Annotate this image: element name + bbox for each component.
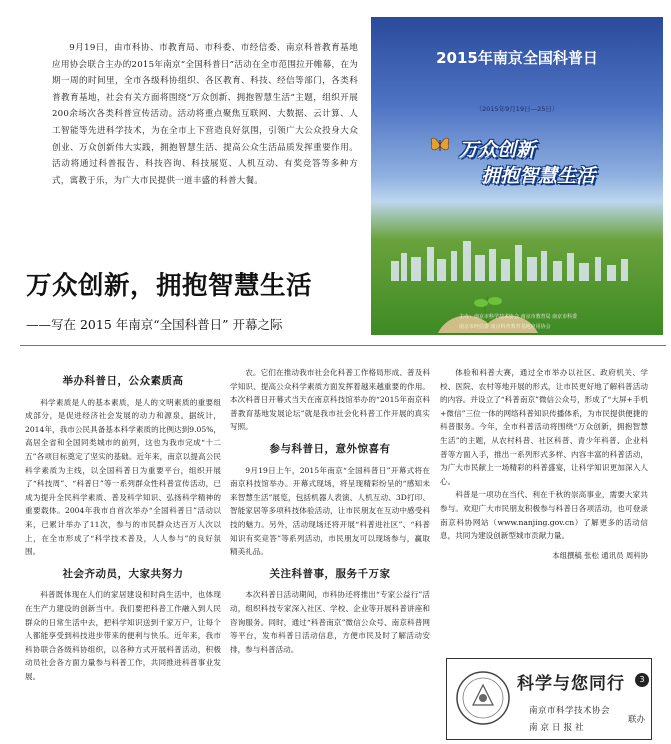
sponsor-org-1: 南京市科学技术协会 — [529, 706, 611, 716]
column-sponsor-box — [446, 658, 652, 740]
poster-slogan — [459, 137, 595, 189]
poster-fineprint-line2: 南京市经信委 南京科普教育基地应用协会 — [459, 324, 551, 330]
poster-date: （2015年9月19日—25日） — [475, 105, 559, 113]
section-body: 科学素质是人的基本素质，是人的文明素质的重要组成部分，是促进经济社会发展的动力和源泉。据统计，2014年，我市公民具备基本科学素质的比例达到9.05%，高居全省和全国同类城市的前列，这也为我市完成“十二五”各项目标奠定了坚实的基础。近年来，南京以提高公民科学素质为主线，以全国科普日为重要平台，组织开展了“科技周”、“科普日”等一系列群众性科普宣传活动，已成为提升全民科学素质、普及科学知识、弘扬科学精神的重要载体。2004年我市自首次举办“全国科普日”活动以来，已累计举办了11次，参与的市民群众达百万人次以上，在全市形成了“科学技术普及，人人参与”的良好氛围。 — [25, 397, 221, 557]
section-body: 科普是一项功在当代、利在千秋的崇高事业，需要大家共参与。欢迎广大市民朋友积极参与科普日各项活动，也可登录南京科协网站（www.nanjing.gov.cn）了解更多的活动信息，共同为建设创新型城市贡献力量。 — [440, 490, 648, 541]
column-title: 科学与您同行 — [517, 674, 625, 694]
series-number-badge: 3 — [635, 673, 649, 687]
poster-title: 2015年南京全国科普日 — [436, 49, 598, 67]
poster-slogan-line2: 拥抱智慧生活 — [481, 165, 596, 187]
section-heading: 关注科普事，服务千万家 — [269, 567, 391, 580]
section-body: 9月19日上午，2015年南京“全国科普日”开幕式将在南京科技馆举办。开幕式现场，将呈现精彩纷呈的“感知未来智慧生活”展览，包括机器人表演、人机互动、3D打印、智能家居等多项科技体验活动，让市民朋友在互动中感受科技的魅力。另外，活动现场还将开展“科普进社区”、“科普知识有奖竞答”等系列活动，市民朋友可以现场参与，赢取精美礼品。 — [230, 465, 430, 557]
butterfly-icon — [429, 135, 451, 155]
article-column-1 — [25, 366, 221, 683]
byline: 本组撰稿 张松 通讯员 周科协 — [552, 550, 648, 560]
poster-slogan-line1: 万众创新 — [459, 139, 536, 161]
association-emblem-icon — [455, 667, 511, 729]
section-body: 本次科普日活动期间，市科协还将推出“专家公益行”活动，组织科技专家深入社区、学校、企业等开展科普讲座和咨询服务。同时，通过“科普南京”微信公众号、南京科普网等平台，发布科普日活动信息，方便市民及时了解活动安排，参与科普活动。 — [230, 590, 430, 654]
article-column-3 — [440, 366, 648, 562]
poster-fineprint — [459, 313, 577, 333]
article-column-2 — [230, 366, 430, 656]
poster-fineprint-line1: 主办：南京市科学技术协会 南京市教育局 南京市科委 — [459, 314, 578, 320]
divider-rule — [20, 345, 666, 346]
science-day-poster — [371, 17, 663, 335]
section-heading: 举办科普日，公众素质高 — [62, 375, 184, 387]
article-subheadline: ——写在 2015 年南京“全国科普日” 开幕之际 — [26, 317, 283, 332]
section-body: 体验和科普大赛，通过全市举办以社区、政府机关、学校、医院、农村等地开展的形式，让市民更好地了解科普活动的内容。并设立了“科普南京”微信公众号，形成了“大屏+手机+微信”三位一体的网络科普知识传播体系，为市民提供便捷的科普服务。今年，全市科普活动将围绕“万众创新，拥抱智慧生活”的主题，从农村科普、社区科普、青少年科普、企业科普等方面入手，推出一系列形式多样、内容丰富的科普活动，为广大市民献上一场精彩的科普盛宴，让科学知识更加深入人心。 — [440, 368, 648, 486]
section-body: 科普既体现在人们的家居建设和时尚生活中，也体现在生产力建设的创新当中。我们要把科普工作融入到人民群众的日常生活中去，把科学知识送到千家万户，让每个人都能享受到科技进步带来的便利与快乐。近年来，我市科协联合各级科协组织，以各种方式开展科普活动，积极动员社会各方面力量参与科普工作，共同推进科普事业发展。 — [25, 590, 221, 681]
joint-label: 联办 — [627, 715, 645, 725]
lead-paragraph: 9月19日，由市科协、市教育局、市科委、市经信委、南京科普教育基地应用协会联合主办的2015年南京“全国科普日”活动在全市范围拉开帷幕，在为期一周的时间里，全市各级科协组织、各区教育、科技、经信等部门，各类科普教育基地，社会有关方面将围绕“万众创新、拥抱智慧生活”主题，组织开展200余场次各类科普宣传活动。活动将重点聚焦互联网、大数据、云计算、人工智能等先进科学技术，为在全市上下营造良好氛围，引领广大公众投身大众创业、万众创新伟大实践，拥抱智慧生活、提高公众生活品质发挥重要作用。活动将通过科普报告、科技咨询、科技展览、人机互动、有奖竞答等多种方式，寓教于乐，为广大市民提供一道丰盛的科普大餐。 — [52, 43, 358, 186]
section-heading: 参与科普日，意外惊喜有 — [269, 442, 391, 455]
sponsor-org-2: 南京日报社 — [529, 723, 587, 733]
section-heading: 社会齐动员，大家共努力 — [62, 567, 184, 580]
section-body: 农。它们在推动我市社会化科普工作格局形成、普及科学知识、提高公众科学素质方面发挥着越来越重要的作用。本次科普日开幕式当天在南京科技馆举办的“2015年南京科普教育基地发展论坛”就是我市社会化科普工作开展的真实写照。 — [230, 368, 430, 432]
article-headline: 万众创新，拥抱智慧生活 — [26, 271, 313, 301]
city-skyline-illustration — [371, 239, 663, 281]
